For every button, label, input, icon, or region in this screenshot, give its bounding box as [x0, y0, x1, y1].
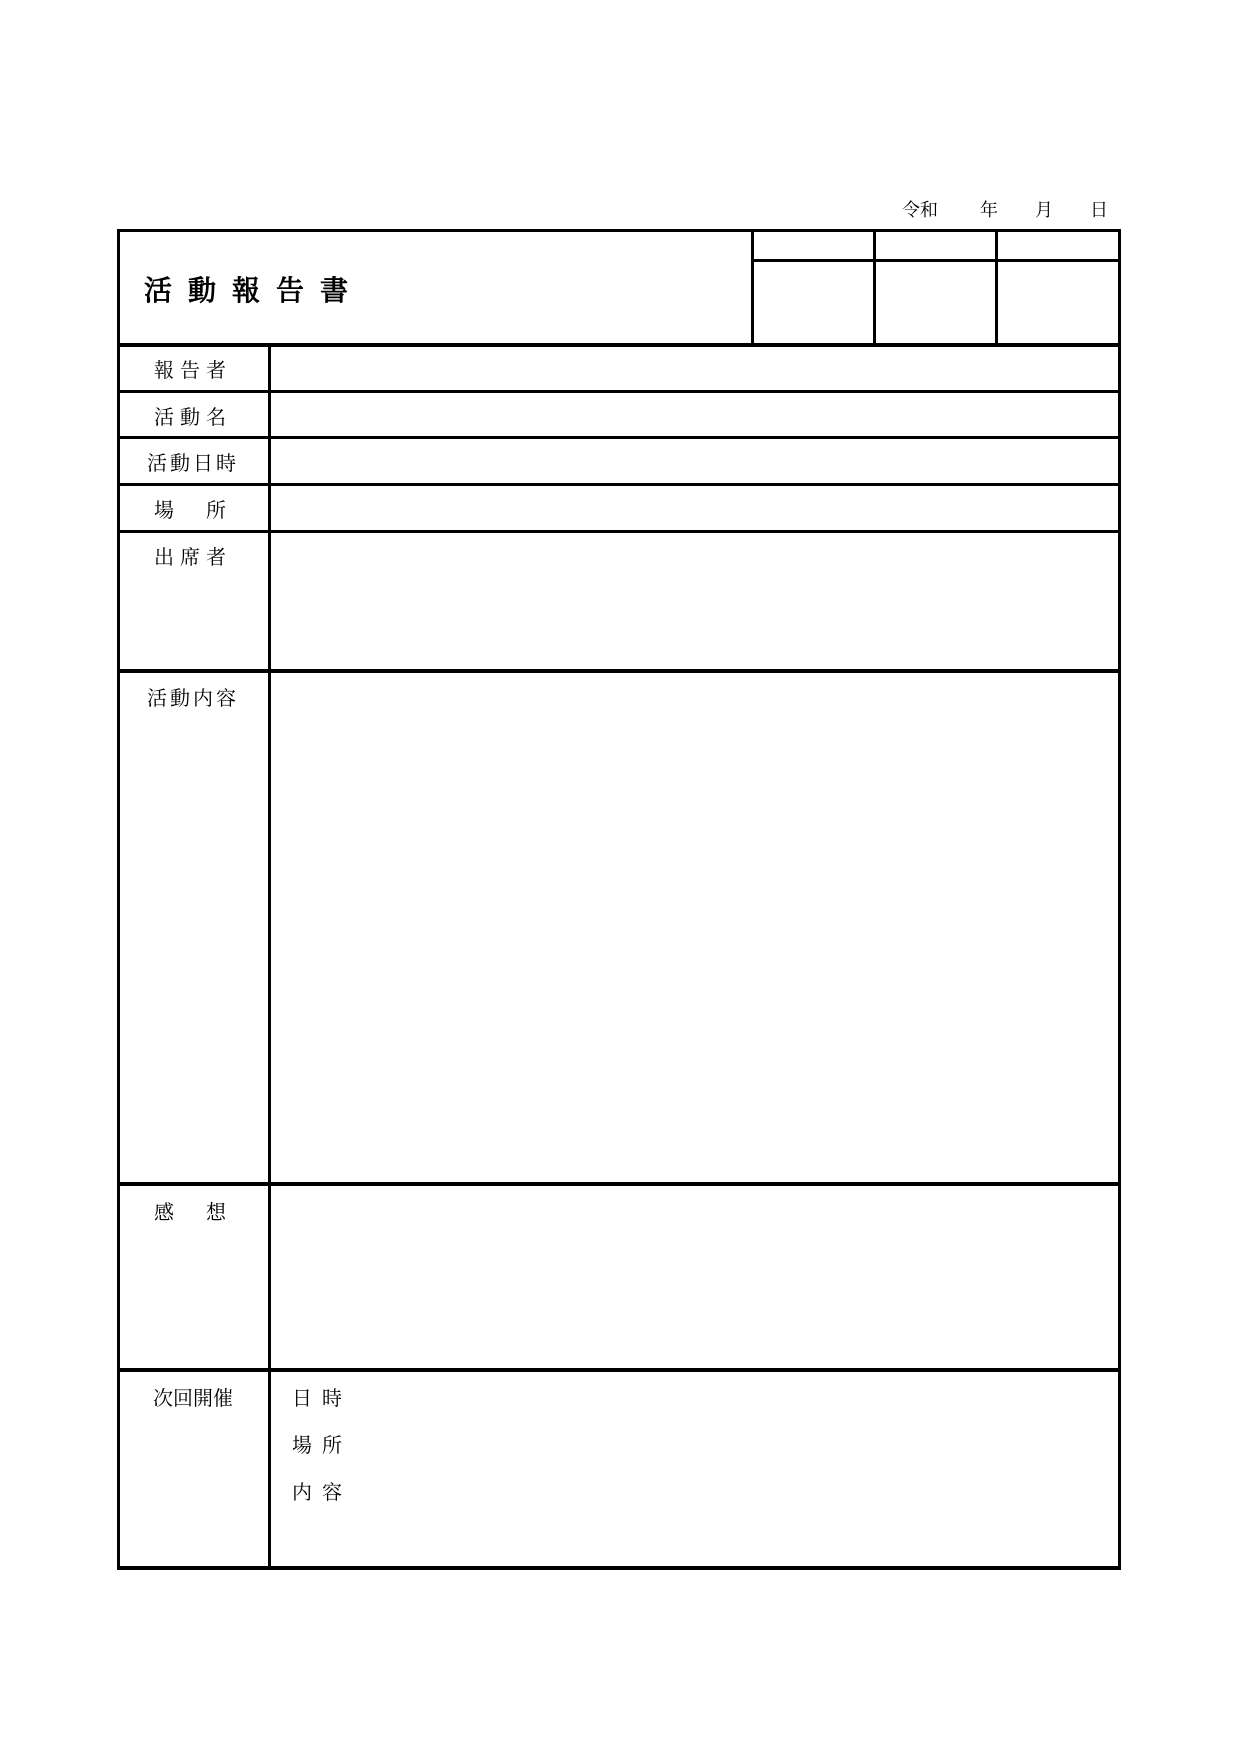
next-meeting-datetime-label: 日時: [292, 1386, 352, 1410]
activity-datetime-field[interactable]: [274, 439, 1116, 483]
next-meeting-location-label: 場所: [292, 1433, 352, 1457]
stamp-box-2[interactable]: [876, 262, 995, 343]
activity-name-label: 活動名: [154, 405, 232, 429]
label-column-divider: [268, 343, 271, 1568]
activity-name-field[interactable]: [274, 393, 1116, 436]
month-label: 月: [1035, 200, 1053, 221]
activity-datetime-label: 活動日時: [147, 451, 239, 475]
next-meeting-content-label: 内容: [292, 1480, 352, 1504]
stamp-header-2[interactable]: [876, 232, 995, 259]
reporter-field[interactable]: [274, 347, 1116, 390]
activity-content-field[interactable]: [274, 673, 1116, 1182]
stamp-header-1[interactable]: [754, 232, 873, 259]
attendees-label: 出席者: [154, 545, 232, 569]
day-label: 日: [1090, 200, 1108, 221]
era-label: 令和: [902, 200, 938, 221]
stamp-box-3[interactable]: [998, 262, 1118, 343]
date-line: [900, 196, 1120, 220]
next-meeting-label: 次回開催: [153, 1386, 233, 1410]
attendees-field[interactable]: [274, 533, 1116, 669]
stamp-box-1[interactable]: [754, 262, 873, 343]
location-field[interactable]: [274, 486, 1116, 530]
stamp-header-3[interactable]: [998, 232, 1118, 259]
next-meeting-field[interactable]: [360, 1372, 1116, 1566]
reporter-label: 報告者: [154, 358, 232, 382]
impressions-field[interactable]: [274, 1186, 1116, 1368]
page-title: 活動報告書: [144, 274, 365, 307]
impressions-label: 感 想: [154, 1200, 232, 1224]
activity-content-label: 活動内容: [147, 686, 239, 710]
year-label: 年: [980, 200, 998, 221]
location-label: 場 所: [154, 498, 232, 522]
